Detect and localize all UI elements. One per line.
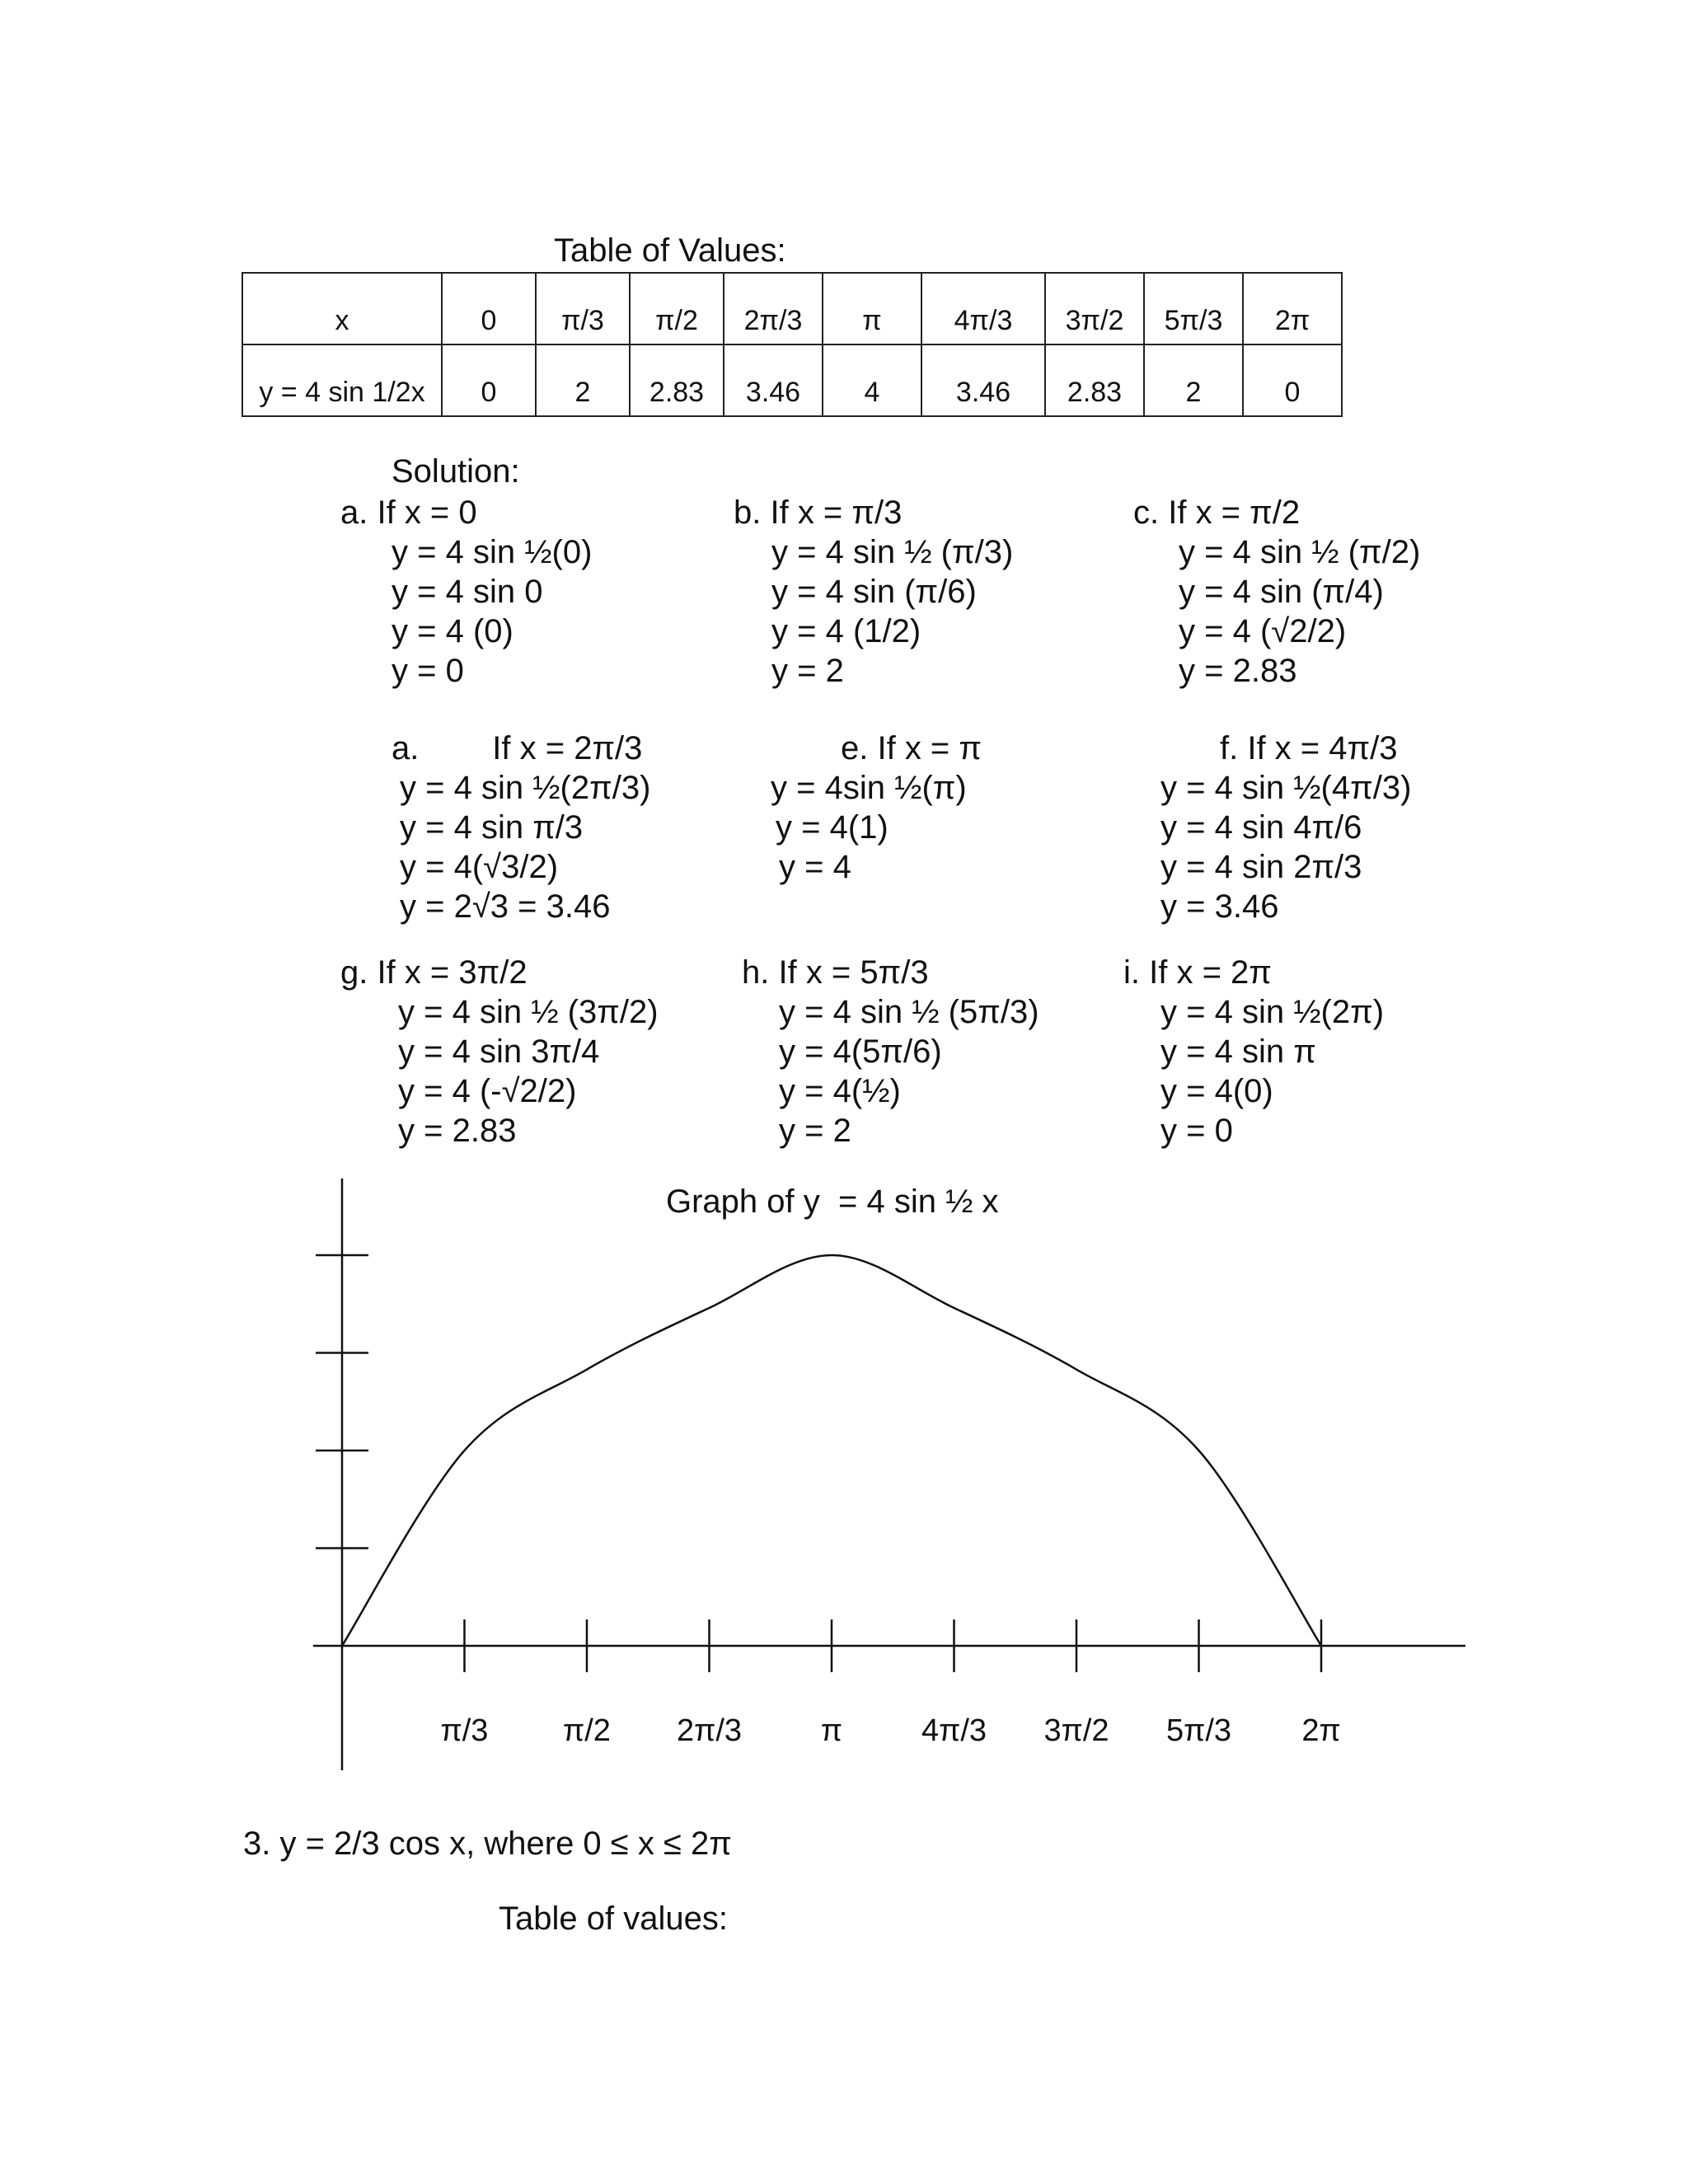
table-header-x: x xyxy=(242,273,442,344)
solution-line: y = 3.46 xyxy=(1160,888,1279,925)
solution-line: y = 4(5π/6) xyxy=(779,1033,942,1070)
solution-line: y = 4 sin ½ (π/3) xyxy=(771,534,1014,570)
solution-line: y = 4 sin π/3 xyxy=(400,809,584,846)
solution-line: y = 4 sin ½(4π/3) xyxy=(1160,770,1412,806)
x-tick-label: 2π xyxy=(1301,1713,1341,1748)
chart-title: Graph of y = 4 sin ½ x xyxy=(666,1183,999,1220)
solution-line: y = 4 sin 3π/4 xyxy=(398,1033,600,1070)
solution-line: y = 4(√3/2) xyxy=(400,849,559,885)
solution-line: c. If x = π/2 xyxy=(1133,494,1301,531)
x-tick-label: π/3 xyxy=(440,1713,489,1748)
solution-line: y = 4 sin ½ (5π/3) xyxy=(779,994,1039,1030)
solution-line: y = 2.83 xyxy=(1179,653,1297,689)
solution-line: y = 4(1) xyxy=(776,809,889,846)
table-cell: 0 xyxy=(1243,344,1342,416)
table-cell: 2.83 xyxy=(630,344,724,416)
solution-line: y = 4 (0) xyxy=(392,613,513,649)
table-cell: π xyxy=(823,273,921,344)
solution-line: y = 2√3 = 3.46 xyxy=(400,888,611,925)
solution-line: y = 4 sin ½(0) xyxy=(392,534,593,570)
solution-line: y = 4(0) xyxy=(1160,1073,1273,1109)
table-cell: 4π/3 xyxy=(921,273,1045,344)
table-cell: π/3 xyxy=(536,273,630,344)
x-tick-label: 3π/2 xyxy=(1043,1713,1109,1748)
data-point xyxy=(709,1307,710,1308)
table-cell: 3.46 xyxy=(921,344,1045,416)
data-point xyxy=(1076,1369,1077,1370)
solution-line: y = 4 sin ½ (3π/2) xyxy=(398,994,659,1030)
table-cell: 2.83 xyxy=(1045,344,1144,416)
solution-line: h. If x = 5π/3 xyxy=(742,954,929,991)
solution-line: y = 0 xyxy=(1160,1113,1233,1149)
table-cell: 3.46 xyxy=(724,344,823,416)
solution-line: y = 0 xyxy=(392,653,464,689)
solution-line: a. If x = 2π/3 xyxy=(392,730,643,766)
table-cell: 2 xyxy=(536,344,630,416)
solution-line: y = 4 sin (π/6) xyxy=(771,574,977,610)
table-cell: 0 xyxy=(442,273,536,344)
solution-line: y = 4 sin (π/4) xyxy=(1179,574,1384,610)
solution-line: y = 4 (1/2) xyxy=(771,613,921,649)
table-cell: 3π/2 xyxy=(1045,273,1144,344)
data-point xyxy=(342,1646,343,1647)
solution-line: y = 2 xyxy=(771,653,844,689)
solution-line: y = 4 (√2/2) xyxy=(1179,613,1347,649)
x-tick-label: 2π/3 xyxy=(676,1713,743,1748)
problem-3-table-title: Table of values: xyxy=(499,1900,728,1937)
solution-line: y = 4(½) xyxy=(779,1073,901,1109)
table-header-y: y = 4 sin 1/2x xyxy=(242,344,442,416)
data-point xyxy=(1321,1646,1322,1647)
table-title: Table of Values: xyxy=(554,232,786,269)
solution-line: y = 4 sin ½(2π) xyxy=(1160,994,1385,1030)
table-cell: 2 xyxy=(1144,344,1243,416)
problem-3: 3. y = 2/3 cos x, where 0 ≤ x ≤ 2π xyxy=(243,1825,732,1862)
solution-line: e. If x = π xyxy=(841,730,982,766)
solution-line: y = 4 sin ½ (π/2) xyxy=(1179,534,1421,570)
table-cell: 5π/3 xyxy=(1144,273,1243,344)
data-point xyxy=(587,1369,588,1370)
solution-line: y = 2.83 xyxy=(398,1113,517,1149)
solution-line: y = 4 sin 2π/3 xyxy=(1160,849,1362,885)
solution-line: y = 2 xyxy=(779,1113,851,1149)
solution-title: Solution: xyxy=(392,453,520,490)
table-cell: 0 xyxy=(442,344,536,416)
table-cell: π/2 xyxy=(630,273,724,344)
solution-line: i. If x = 2π xyxy=(1123,954,1272,991)
solution-line: g. If x = 3π/2 xyxy=(340,954,528,991)
solution-line: y = 4 xyxy=(779,849,851,885)
solution-line: a. If x = 0 xyxy=(340,494,477,531)
solution-line: y = 4 (-√2/2) xyxy=(398,1073,577,1109)
solution-line: y = 4sin ½(π) xyxy=(771,770,967,806)
series-line xyxy=(342,1255,1321,1646)
x-tick-label: π/2 xyxy=(563,1713,611,1748)
solution-line: y = 4 sin 0 xyxy=(392,574,543,610)
table-cell: 4 xyxy=(823,344,921,416)
x-tick-label: 5π/3 xyxy=(1165,1713,1232,1748)
solution-line: y = 4 sin ½(2π/3) xyxy=(400,770,651,806)
table-cell: 2π/3 xyxy=(724,273,823,344)
solution-line: f. If x = 4π/3 xyxy=(1220,730,1398,766)
table-cell: 2π xyxy=(1243,273,1342,344)
solution-line: b. If x = π/3 xyxy=(734,494,903,531)
solution-line: y = 4 sin π xyxy=(1160,1033,1316,1070)
x-tick-label: π xyxy=(820,1713,843,1748)
solution-line: y = 4 sin 4π/6 xyxy=(1160,809,1362,846)
x-tick-label: 4π/3 xyxy=(921,1713,987,1748)
